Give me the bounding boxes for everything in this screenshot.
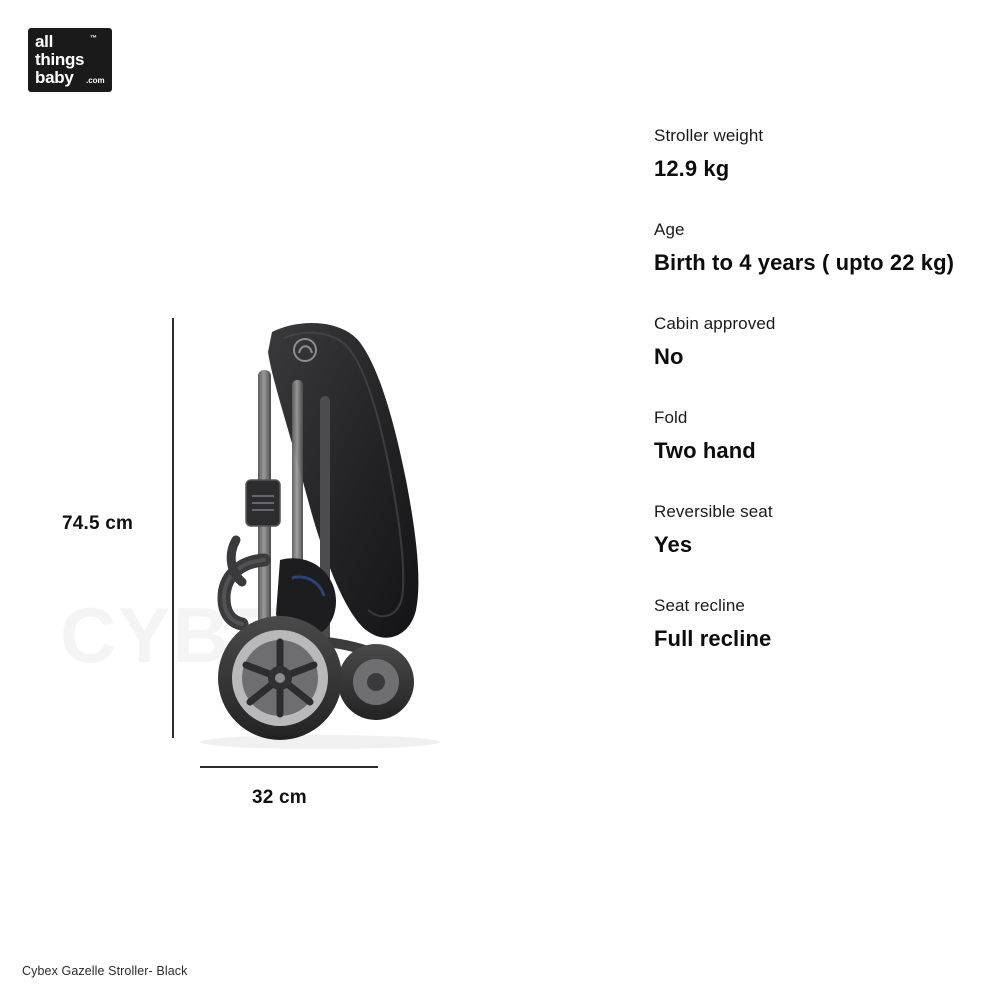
spec-value: 12.9 kg: [654, 156, 730, 181]
spec-label: Seat recline: [654, 596, 745, 615]
spec-row-reversible-seat: [654, 502, 984, 558]
logo-domain-suffix: .com: [86, 76, 105, 85]
spec-row-fold: [654, 408, 984, 464]
logo-line-3: baby: [35, 68, 74, 87]
product-caption: Cybex Gazelle Stroller- Black: [22, 964, 188, 978]
logo-line-1: all: [35, 32, 54, 51]
spec-value: Yes: [654, 532, 693, 557]
height-dimension-label: 74.5 cm: [62, 513, 134, 534]
width-dimension-label: 32 cm: [252, 787, 307, 808]
spec-label: Reversible seat: [654, 502, 773, 521]
specifications-list: [654, 126, 984, 690]
site-logo[interactable]: [28, 28, 112, 92]
dimensions-diagram: [40, 300, 600, 860]
width-measure-line: [200, 766, 378, 768]
spec-value: Two hand: [654, 438, 756, 463]
spec-label: Age: [654, 220, 685, 239]
spec-value: Birth to 4 years ( upto 22 kg): [654, 250, 955, 275]
stroller-illustration: [180, 310, 520, 760]
logo-wordmark: [35, 33, 84, 87]
logo-line-2: things: [35, 50, 85, 69]
spec-row-seat-recline: [654, 596, 984, 652]
spec-label: Fold: [654, 408, 688, 427]
spec-value: Full recline: [654, 626, 772, 651]
height-measure-line: [172, 318, 174, 738]
spec-row-age: [654, 220, 984, 276]
spec-row-stroller-weight: [654, 126, 984, 182]
spec-label: Cabin approved: [654, 314, 776, 333]
spec-label: Stroller weight: [654, 126, 764, 145]
spec-row-cabin-approved: [654, 314, 984, 370]
spec-value: No: [654, 344, 684, 369]
trademark-symbol: ™: [90, 35, 97, 42]
